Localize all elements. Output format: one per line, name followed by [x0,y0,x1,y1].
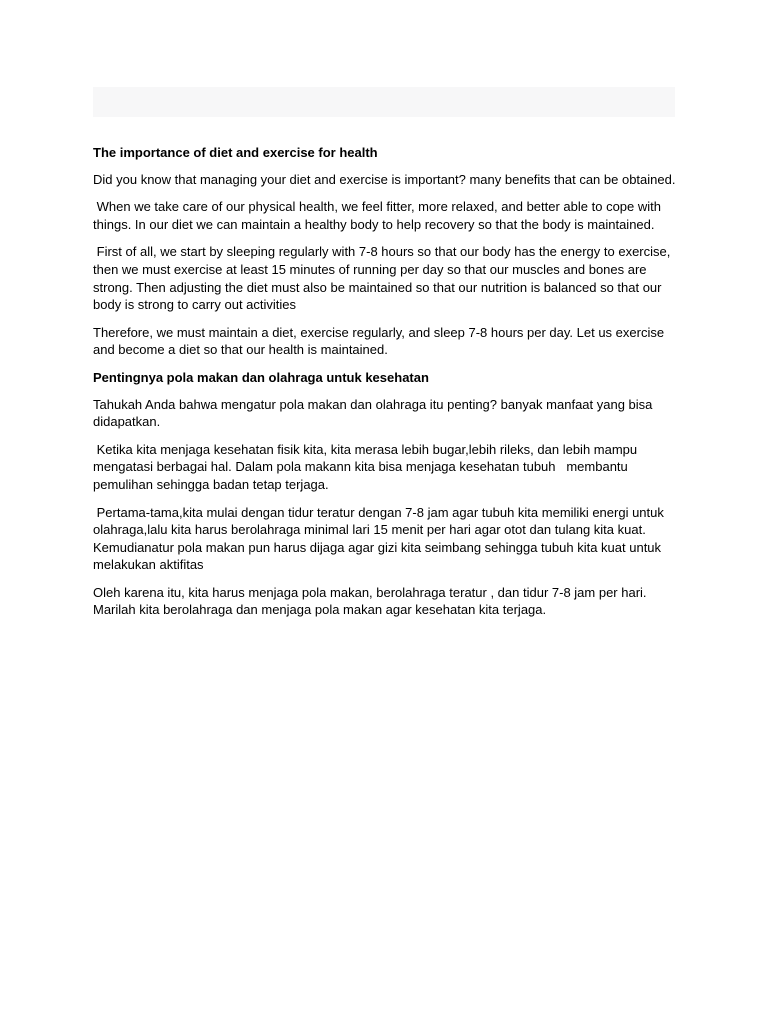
section-heading: Pentingnya pola makan dan olahraga untuk kesehatan [93,369,429,385]
paragraph: Oleh karena itu, kita harus menjaga pola makan, berolahraga teratur , dan tidur 7-8 jam per hari. Marilah kita berolahraga dan menjaga pola makan agar kesehatan kita terjaga. [93,584,651,618]
document-header-bar [93,87,675,117]
paragraph: Tahukah Anda bahwa mengatur pola makan dan olahraga itu penting? banyak manfaat yang bisa didapatkan. [93,396,657,430]
paragraph: Pertama-tama,kita mulai dengan tidur teratur dengan 7-8 jam agar tubuh kita memiliki energi untuk olahraga,lalu kita harus berolahraga minimal lari 15 menit per hari agar otot dan tulang kita kuat. Kemudianatur pola makan pun harus dijaga agar gizi kita seimbang sehingga tubuh kita kuat untuk melakukan aktifitas [93,504,668,573]
paragraph: Did you know that managing your diet and exercise is important? many benefits that can be obtained. [93,171,676,187]
document-body [93,144,677,629]
section-indonesian [93,369,677,619]
section-english [93,144,677,359]
paragraph: When we take care of our physical health, we feel fitter, more relaxed, and better able to cope with things. In our diet we can maintain a healthy body to help recovery so that the body is maintained. [93,199,665,232]
section-heading: The importance of diet and exercise for health [93,145,378,160]
paragraph: Ketika kita menjaga kesehatan fisik kita, kita merasa lebih bugar,lebih rileks, dan lebih mampu mengatasi berbagai hal. Dalam pola makann kita bisa menjaga kesehatan tubuh membantu pemulihan sehingga badan tetap terjaga. [93,441,641,492]
paragraph: Therefore, we must maintain a diet, exercise regularly, and sleep 7-8 hours per day. Let us exercise and become a diet so that our health is maintained. [93,324,668,358]
paragraph: First of all, we start by sleeping regularly with 7-8 hours so that our body has the energy to exercise, then we must exercise at least 15 minutes of running per day so that our muscles and bones are strong. Then adjusting the diet must also be maintained so that our nutrition is balanced so that our body is strong to carry out activities [93,244,674,313]
